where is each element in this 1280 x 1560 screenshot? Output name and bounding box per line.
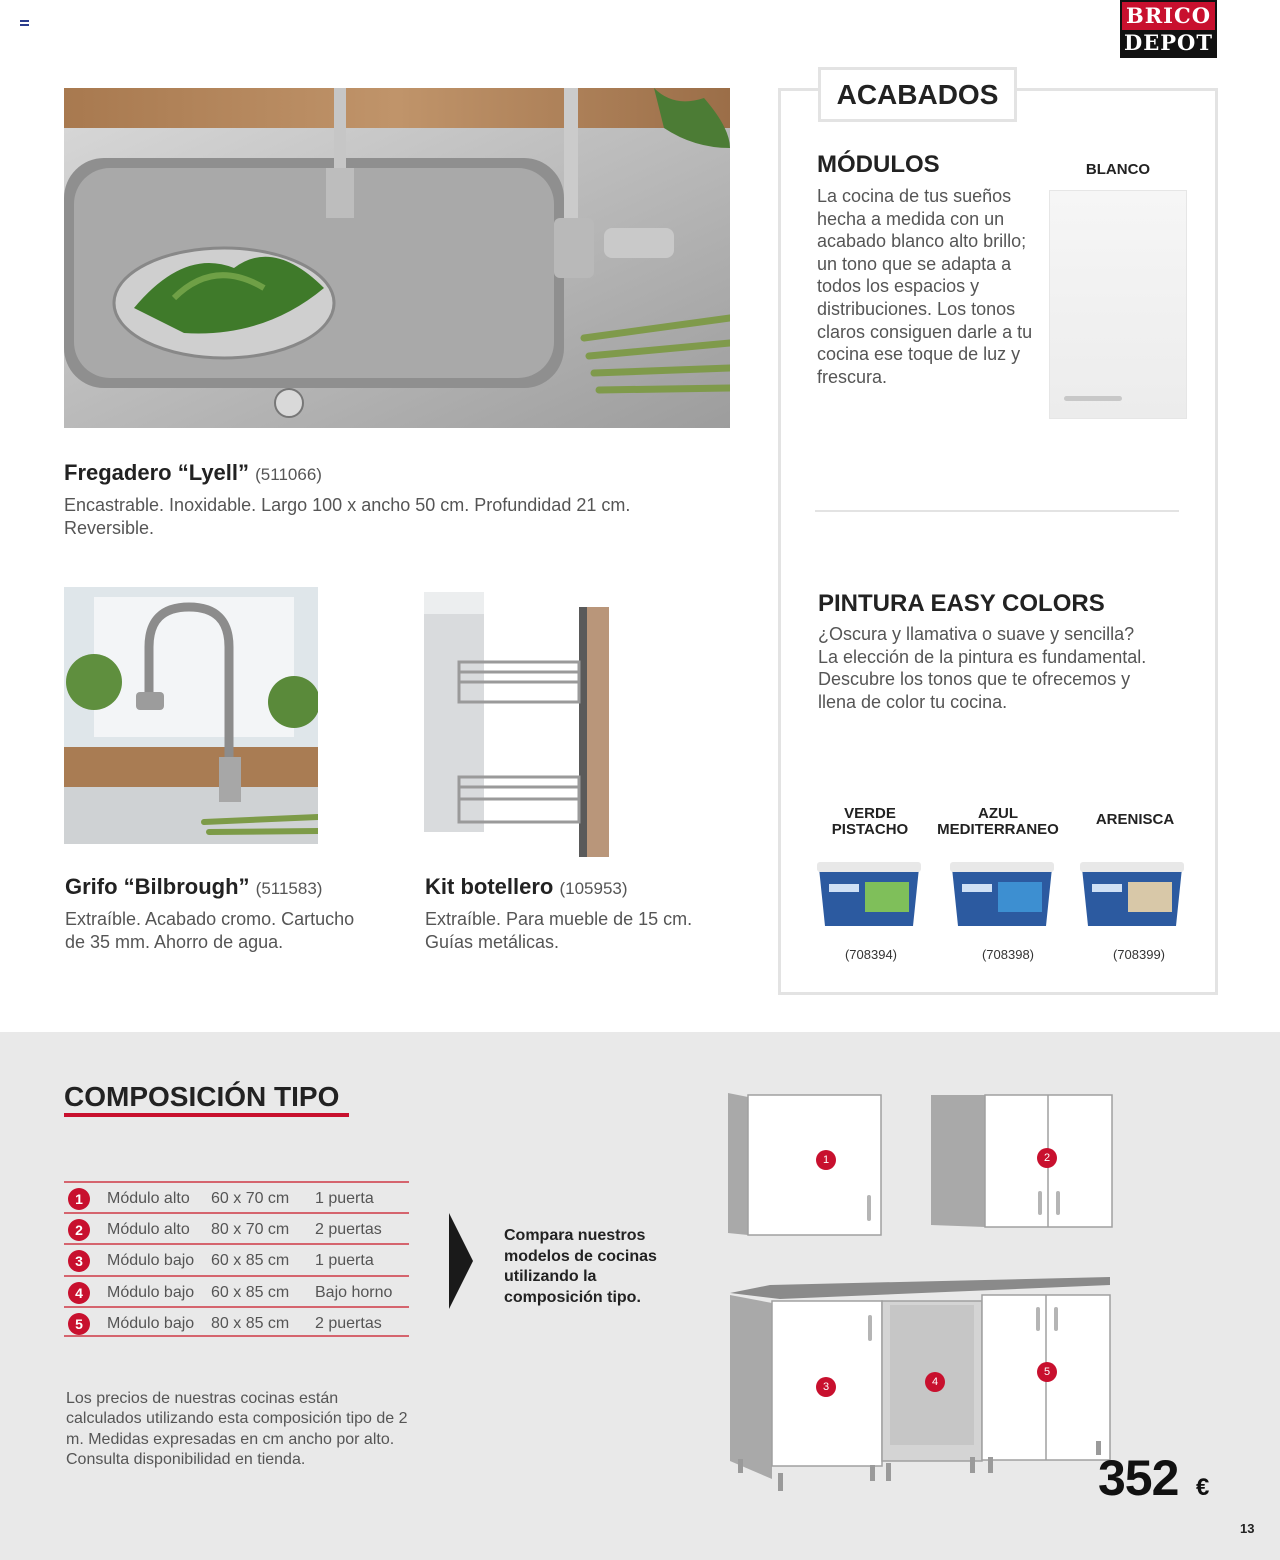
acabados-title: ACABADOS	[818, 67, 1017, 122]
row-size: 60 x 70 cm	[211, 1190, 290, 1207]
row-detail: 2 puertas	[315, 1314, 382, 1332]
row-size: 80 x 70 cm	[211, 1221, 290, 1239]
logo-line-2: DEPOT	[1122, 30, 1215, 56]
cabinets-illustration	[720, 1085, 1120, 1500]
table-row	[64, 1243, 409, 1274]
blanco-label: BLANCO	[1085, 161, 1151, 178]
paint-can-verde	[815, 860, 923, 928]
table-row	[64, 1212, 409, 1243]
row-number: 5	[68, 1313, 90, 1335]
arrow-right-icon	[449, 1213, 473, 1314]
tap-code: (511583)	[255, 879, 323, 898]
row-detail: 1 puerta	[315, 1190, 374, 1207]
tap-title	[65, 874, 322, 900]
table-row	[64, 1275, 409, 1306]
pintura-title: PINTURA EASY COLORS	[818, 590, 1105, 617]
sink-code: (511066)	[255, 465, 322, 484]
composicion-title: COMPOSICIÓN TIPO	[64, 1081, 340, 1112]
row-size: 60 x 85 cm	[211, 1283, 290, 1301]
marker-2: 2	[1037, 1148, 1057, 1168]
row-number: 2	[68, 1219, 90, 1241]
tap-photo	[64, 587, 318, 844]
row-module: Módulo bajo	[107, 1314, 195, 1332]
paint-can-arenisca	[1078, 860, 1186, 928]
row-module: Módulo alto	[107, 1221, 190, 1239]
kit-title	[425, 874, 628, 900]
modulos-text: La cocina de tus sueños hecha a medida con un acabado blanco alto brillo; un tono que se adapta a todos los espacios y distribuciones. Los tonos claros consiguen darle a tu cocina ese toque de luz y frescura.	[817, 186, 1033, 387]
pintura-text: ¿Oscura y llamativa o suave y sencilla? La elección de la pintura es fundamental. Descubre los tonos que te ofrecemos y llena de color tu cocina.	[818, 624, 1147, 712]
kit-photo	[424, 587, 624, 862]
composicion-note: Los precios de nuestras cocinas están calculados utilizando esta composición tipo de 2 m. Medidas expresadas en cm ancho por alto. Consulta disponibilidad en tienda.	[66, 1390, 408, 1468]
paint-code-arenisca: (708399)	[1112, 947, 1166, 962]
modulos-title: MÓDULOS	[817, 151, 940, 178]
paint-can-azul	[948, 860, 1056, 928]
sink-name: Fregadero “Lyell”	[64, 460, 250, 485]
row-module: Módulo bajo	[107, 1252, 195, 1270]
panel-divider	[815, 510, 1179, 512]
row-module: Módulo alto	[107, 1190, 190, 1207]
composicion-table	[64, 1181, 409, 1337]
compara-text: Compara nuestros modelos de cocinas utilizando la composición tipo.	[504, 1227, 657, 1306]
paint-code-azul: (708398)	[981, 947, 1035, 962]
swatch-handle	[1064, 396, 1122, 401]
table-row	[64, 1181, 409, 1212]
paint-code-verde: (708394)	[844, 947, 898, 962]
row-detail: Bajo horno	[315, 1283, 393, 1301]
table-row	[64, 1306, 409, 1337]
flag-icon	[20, 20, 29, 26]
title-underline	[64, 1113, 349, 1117]
page-number: 13	[1240, 1521, 1255, 1536]
row-detail: 2 puertas	[315, 1221, 382, 1239]
kit-description: Extraíble. Para mueble de 15 cm. Guías metálicas.	[425, 909, 693, 952]
blanco-swatch	[1049, 190, 1187, 419]
logo-line-1: BRICO	[1122, 2, 1215, 30]
sink-title	[64, 460, 322, 486]
tap-description: Extraíble. Acabado cromo. Cartucho de 35 mm. Ahorro de agua.	[65, 909, 355, 952]
paint-label-azul: AZUL MEDITERRANEO	[937, 805, 1059, 838]
sink-description: Encastrable. Inoxidable. Largo 100 x ancho 50 cm. Profundidad 21 cm. Reversible.	[64, 495, 631, 538]
kit-code: (105953)	[559, 879, 628, 898]
row-detail: 1 puerta	[315, 1252, 374, 1270]
row-number: 4	[68, 1282, 90, 1304]
row-number: 1	[68, 1188, 90, 1210]
row-number: 3	[68, 1250, 90, 1272]
marker-5: 5	[1037, 1362, 1057, 1382]
price-currency: €	[1196, 1474, 1210, 1501]
paint-label-verde: VERDE PISTACHO	[831, 805, 909, 838]
price-value: 352	[1098, 1450, 1179, 1506]
paint-label-arenisca: ARENISCA	[1095, 811, 1175, 828]
brico-depot-logo[interactable]	[1120, 0, 1217, 58]
row-size: 80 x 85 cm	[211, 1314, 290, 1332]
row-module: Módulo bajo	[107, 1283, 195, 1301]
kit-name: Kit botellero	[425, 874, 554, 899]
sink-photo	[64, 88, 730, 428]
row-size: 60 x 85 cm	[211, 1252, 290, 1270]
marker-3: 3	[816, 1377, 836, 1397]
tap-name: Grifo “Bilbrough”	[65, 874, 250, 899]
marker-4: 4	[925, 1372, 945, 1392]
marker-1: 1	[816, 1150, 836, 1170]
